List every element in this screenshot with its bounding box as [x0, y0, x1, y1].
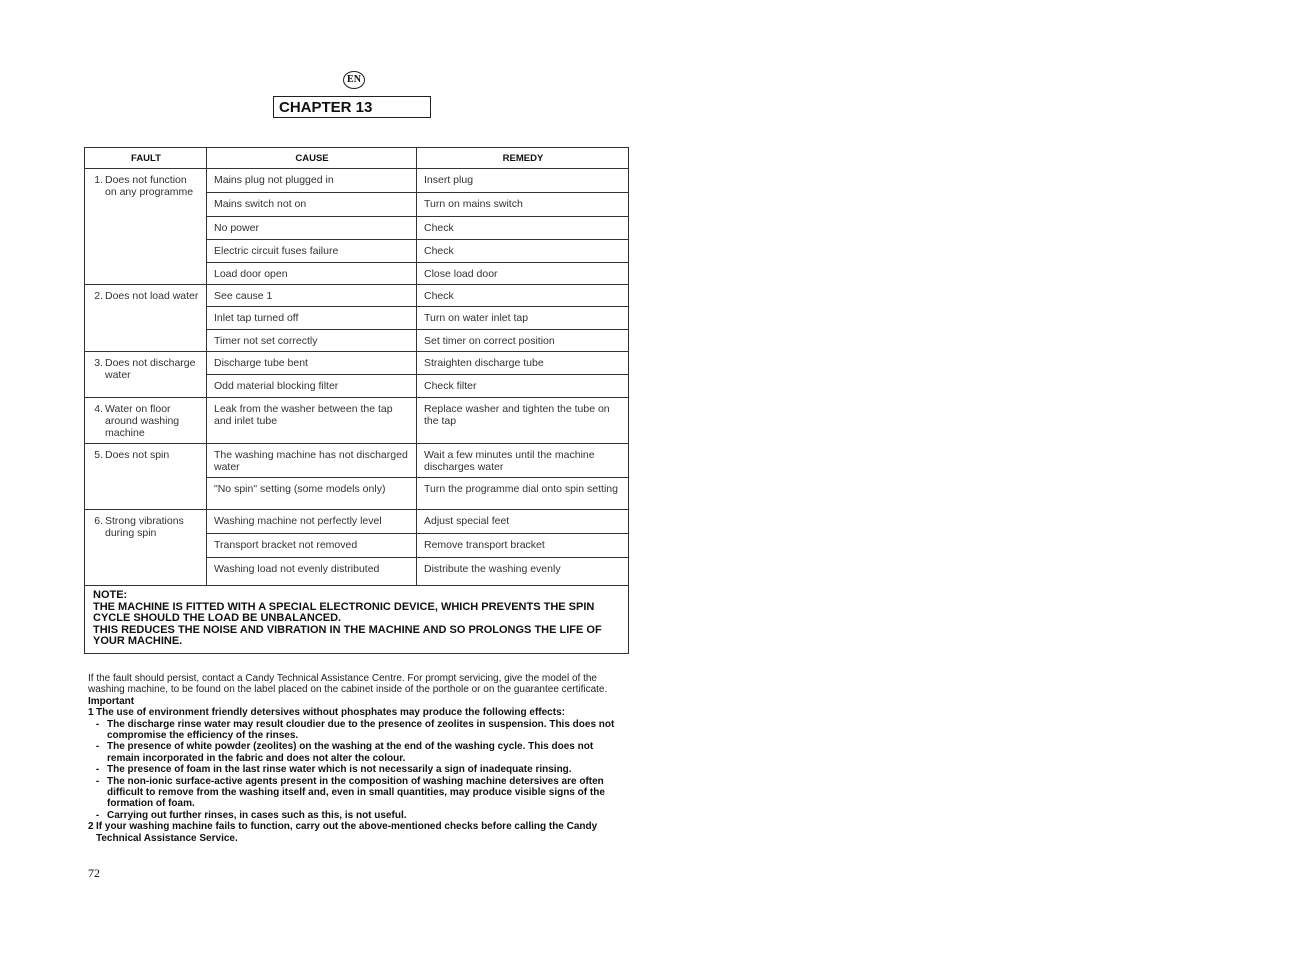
bullet-dash-icon: -: [95, 764, 100, 776]
cause-cell: See cause 1: [207, 285, 417, 307]
fault-cell: [85, 285, 207, 352]
table-row: [85, 285, 629, 307]
fault-text: Does not spin: [105, 449, 170, 461]
header-fault: FAULT: [85, 148, 207, 169]
fault-cell: [85, 444, 207, 510]
table-row: [85, 444, 629, 478]
header-cause: CAUSE: [207, 148, 417, 169]
cause-cell: "No spin" setting (some models only): [207, 478, 417, 510]
remedy-cell: Turn the programme dial onto spin setting: [417, 478, 629, 510]
remedy-cell: Turn on water inlet tap: [417, 307, 629, 330]
cause-cell: Leak from the washer between the tap and inlet tube: [207, 398, 417, 444]
remedy-cell: Wait a few minutes until the machine discharges water: [417, 444, 629, 478]
note-line-2: THIS REDUCES THE NOISE AND VIBRATION IN THE MACHINE AND SO PROLONGS THE LIFE OF YOUR MACHINE.: [93, 623, 602, 647]
bullet-item: [88, 741, 628, 764]
remedy-cell: Check: [417, 285, 629, 307]
fault-label: [92, 515, 200, 539]
fault-text: Does not discharge water: [105, 357, 196, 381]
fault-cell: [85, 398, 207, 444]
fault-cell: [85, 169, 207, 285]
remedy-cell: Replace washer and tighten the tube on the tap: [417, 398, 629, 444]
note-heading: NOTE:: [93, 589, 128, 601]
fault-number: 1.: [94, 174, 103, 186]
remedy-cell: Adjust special feet: [417, 510, 629, 534]
fault-label: [92, 174, 200, 198]
fault-text: Strong vibrations during spin: [105, 515, 184, 539]
bullet-item: [88, 719, 628, 742]
remedy-cell: Check: [417, 240, 629, 263]
footer-intro: If the fault should persist, contact a Candy Technical Assistance Centre. For prompt servicing, give the model of the washing machine, to be found on the label placed on the cabinet inside of the porthole or on the guarantee certificate.: [88, 673, 608, 696]
important-item-1: [88, 707, 628, 718]
cause-cell: Timer not set correctly: [207, 330, 417, 352]
fault-label: [92, 449, 200, 461]
fault-number: 6.: [94, 515, 103, 527]
fault-label: [92, 403, 200, 439]
cause-cell: Load door open: [207, 263, 417, 285]
page-number: 72: [88, 866, 100, 880]
note-cell: [85, 586, 629, 654]
cause-cell: Washing machine not perfectly level: [207, 510, 417, 534]
bullet-text: Carrying out further rinses, in cases such as this, is not useful.: [107, 809, 407, 821]
bullet-dash-icon: -: [95, 809, 100, 821]
fault-cell: [85, 352, 207, 398]
fault-table-body: [85, 169, 629, 586]
bullet-list: [88, 719, 628, 822]
fault-table: [84, 147, 629, 654]
important-item-2: [88, 821, 628, 844]
fault-number: 2.: [94, 290, 103, 302]
cause-cell: Electric circuit fuses failure: [207, 240, 417, 263]
item-number: 2: [88, 821, 94, 833]
fault-label: [92, 290, 200, 302]
table-row: [85, 398, 629, 444]
remedy-cell: Distribute the washing evenly: [417, 558, 629, 586]
bullet-text: The presence of white powder (zeolites) on the washing at the end of the washing cycle. This does not remain incorporated in the fabric and does not alter the colour.: [107, 741, 594, 764]
chapter-title: CHAPTER 13: [273, 96, 431, 118]
remedy-cell: Straighten discharge tube: [417, 352, 629, 375]
language-badge: EN: [343, 71, 365, 89]
table-row: [85, 352, 629, 375]
cause-cell: Transport bracket not removed: [207, 534, 417, 558]
remedy-cell: Turn on mains switch: [417, 193, 629, 217]
remedy-cell: Close load door: [417, 263, 629, 285]
bullet-dash-icon: -: [95, 775, 100, 787]
cause-cell: Washing load not evenly distributed: [207, 558, 417, 586]
remedy-cell: Remove transport bracket: [417, 534, 629, 558]
bullet-text: The non-ionic surface-active agents present in the composition of washing machine detersives are often difficult to remove from the washing itself and, even in small quantities, may produce visible signs of the formation of foam.: [107, 775, 605, 810]
table-row: [85, 510, 629, 534]
cause-cell: Odd material blocking filter: [207, 375, 417, 398]
table-header-row: [85, 148, 629, 169]
remedy-cell: Insert plug: [417, 169, 629, 193]
fault-text: Water on floor around washing machine: [105, 403, 180, 439]
remedy-cell: Check filter: [417, 375, 629, 398]
fault-text: Does not function on any programme: [105, 174, 194, 198]
table-row: [85, 169, 629, 193]
note-line-1: THE MACHINE IS FITTED WITH A SPECIAL ELECTRONIC DEVICE, WHICH PREVENTS THE SPIN CYCLE SHOULD THE LOAD BE UNBALANCED.: [93, 600, 595, 624]
cause-cell: Inlet tap turned off: [207, 307, 417, 330]
fault-label: [92, 357, 200, 381]
header-remedy: REMEDY: [417, 148, 629, 169]
bullet-dash-icon: -: [95, 718, 100, 730]
cause-cell: Mains plug not plugged in: [207, 169, 417, 193]
bullet-text: The discharge rinse water may result cloudier due to the presence of zeolites in suspension. This does not compromise the efficiency of the rinses.: [107, 718, 615, 742]
remedy-cell: Set timer on correct position: [417, 330, 629, 352]
fault-text: Does not load water: [105, 290, 199, 302]
item-number: 1: [88, 707, 94, 719]
fault-number: 3.: [94, 357, 103, 369]
bullet-item: [88, 776, 628, 810]
note-row: [85, 586, 629, 654]
cause-cell: The washing machine has not discharged water: [207, 444, 417, 478]
bullet-text: The presence of foam in the last rinse water which is not necessarily a sign of inadequate rinsing.: [107, 764, 572, 776]
bullet-dash-icon: -: [95, 741, 100, 753]
fault-cell: [85, 510, 207, 586]
important-heading: Important: [88, 695, 135, 707]
cause-cell: Discharge tube bent: [207, 352, 417, 375]
item-text: If your washing machine fails to function, carry out the above-mentioned checks before calling the Candy Technical Assistance Service.: [96, 821, 598, 844]
fault-number: 5.: [94, 449, 103, 461]
bullet-item: [88, 764, 628, 775]
cause-cell: No power: [207, 217, 417, 240]
bullet-item: [88, 810, 628, 821]
footer-text: [88, 673, 628, 844]
remedy-cell: Check: [417, 217, 629, 240]
fault-number: 4.: [94, 403, 103, 415]
item-text: The use of environment friendly detersives without phosphates may produce the following effects:: [96, 707, 565, 719]
cause-cell: Mains switch not on: [207, 193, 417, 217]
